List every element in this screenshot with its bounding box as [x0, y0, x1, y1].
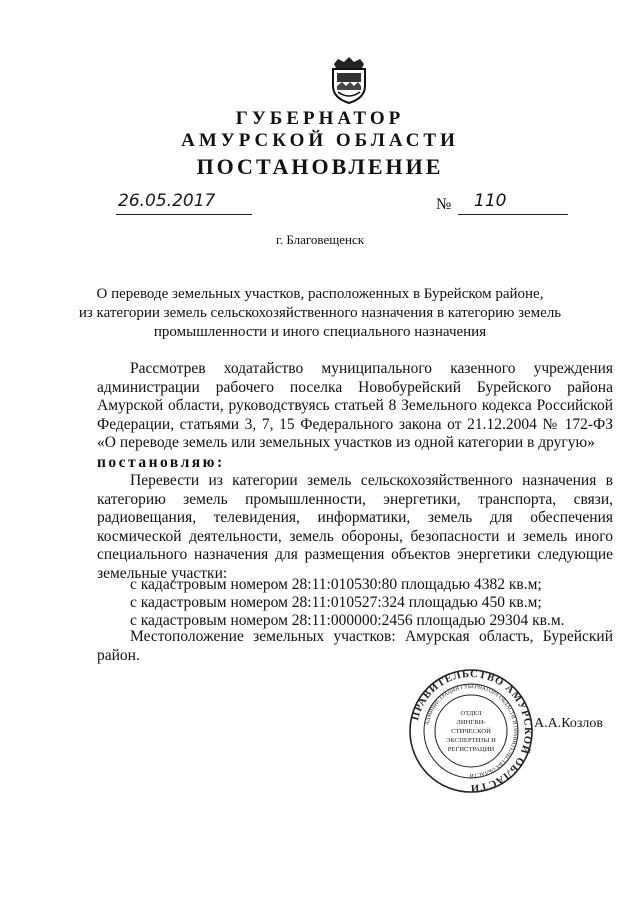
document-number: 110 — [474, 191, 507, 211]
title-line-3: промышленности и иного специального назначения — [153, 324, 487, 340]
document-date: 26.05.2017 — [118, 191, 216, 211]
stamp-center-line: ОТДЕЛ — [460, 710, 482, 717]
preamble-paragraph: Рассмотрев ходатайство муниципального казенного учреждения администрации рабочего поселка Новобурейский Бурейского района Амурской области, руководствуясь статьей 8 Земельного кодекса Российской Федерации, статьями 3, 7, 15 Федерального закона от 21.12.2004 № 172-ФЗ «О переводе земель или земельных участков из одной категории в другую» — [97, 360, 613, 452]
coat-of-arms-emblem — [328, 56, 370, 104]
plot-item: с кадастровым номером 28:11:010527:324 площадью 450 кв.м; — [130, 594, 542, 611]
governor-heading: ГУБЕРНАТОР — [235, 108, 405, 129]
stamp-ring-text: АДМИНИСТРАЦИЯ ГУБЕРНАТОРА ОБЛАСТИ И ПРАВИТЕЛЬСТВА ОБЛАСТИ — [424, 683, 519, 779]
region-heading: АМУРСКОЙ ОБЛАСТИ — [181, 130, 459, 151]
city: г. Благовещенск — [275, 232, 365, 247]
official-round-stamp — [408, 668, 534, 794]
decree-word: постановляю: — [97, 454, 225, 471]
stamp-center-line: ЛИНГВИ- — [456, 719, 486, 726]
plot-item: с кадастровым номером 28:11:010530:80 площадью 4382 кв.м; — [130, 576, 542, 593]
signer-name: А.А.Козлов — [534, 716, 603, 731]
stamp-center-line: СТИЧЕСКОЙ — [451, 728, 491, 735]
title-line-1: О переводе земельных участков, расположенных в Бурейском районе, — [96, 286, 544, 302]
stamp-center-line: ЭКСПЕРТИЗЫ И — [446, 737, 496, 744]
title-line-2: из категории земель сельскохозяйственного назначения в категорию земель — [78, 305, 562, 321]
decree-item-paragraph: Перевести из категории земель сельскохозяйственного назначения в категорию земель промышленности, энергетики, транспорта, связи, радиовещания, телевидения, информатики, земель для обеспечения космической деятельности, земель обороны, безопасности и земель иного специального назначения для размещения объектов энергетики следующие земельные участки: — [97, 472, 613, 582]
stamp-outer-text: ПРАВИТЕЛЬСТВО АМУРСКОЙ ОБЛАСТИ — [410, 668, 534, 794]
document-type: ПОСТАНОВЛЕНИЕ — [196, 154, 444, 179]
location-paragraph: Местоположение земельных участков: Амурская область, Бурейский район. — [97, 628, 613, 664]
number-label: № — [436, 196, 452, 213]
stamp-center-line: РЕГИСТРАЦИИ — [447, 746, 495, 753]
plot-item: с кадастровым номером 28:11:000000:2456 площадью 29304 кв.м. — [130, 612, 565, 629]
